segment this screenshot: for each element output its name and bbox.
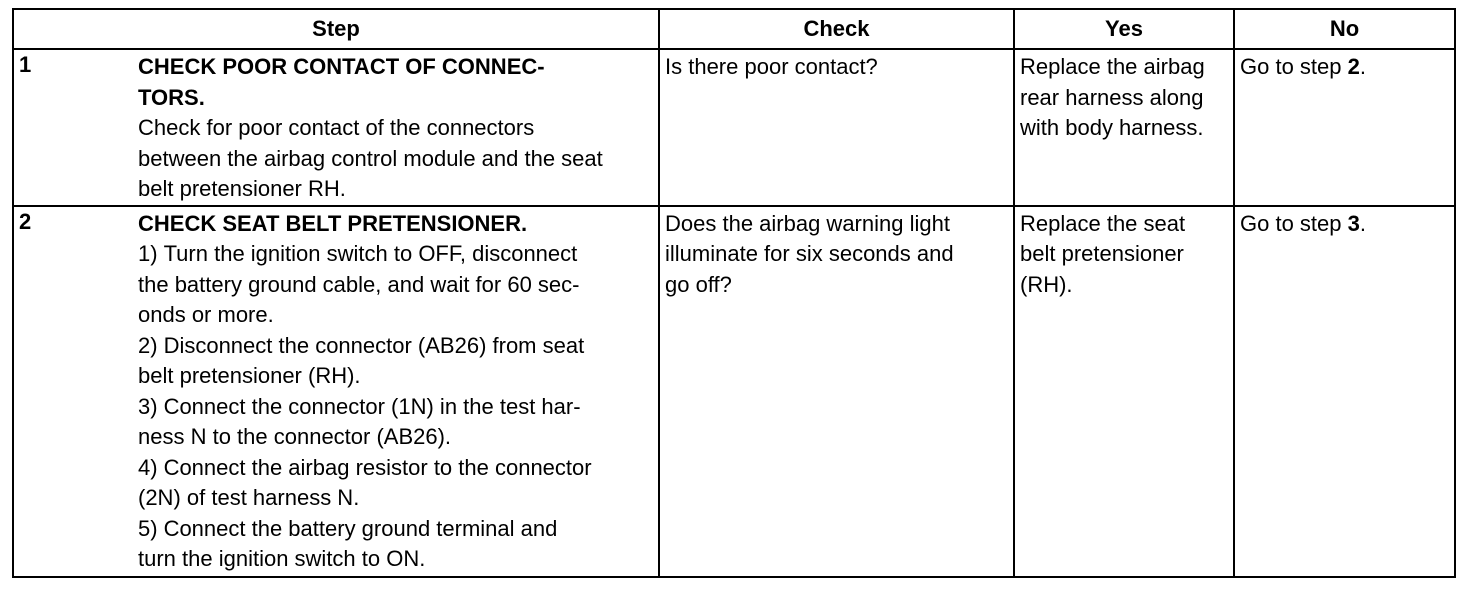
yes-line: with body harness. xyxy=(1020,115,1204,140)
step-body-line: belt pretensioner RH. xyxy=(138,176,346,201)
substep-line: the battery ground cable, and wait for 60 sec- xyxy=(138,271,580,297)
step-body-line: between the airbag control module and the seat xyxy=(138,145,603,171)
no-text: Go to step xyxy=(1240,210,1348,236)
step-cell xyxy=(13,206,659,577)
header-step: Step xyxy=(13,9,659,49)
check-line: Is there poor contact? xyxy=(665,54,878,79)
header-yes: Yes xyxy=(1014,9,1234,49)
yes-line: Replace the seat xyxy=(1020,210,1186,236)
substep-line: turn the ignition switch to ON. xyxy=(138,546,426,571)
substep-text: Disconnect the connector (AB26) from seat xyxy=(163,332,585,358)
substep-text: Connect the battery ground terminal and xyxy=(163,515,558,541)
header-check: Check xyxy=(659,9,1014,49)
substep-number: 3) xyxy=(138,393,158,419)
substep-text: Connect the airbag resistor to the connector xyxy=(163,454,592,480)
check-line: Does the airbag warning light xyxy=(665,210,950,236)
no-suffix: . xyxy=(1359,210,1366,236)
substep-line xyxy=(138,392,653,423)
step-title-line: CHECK SEAT BELT PRETENSIONER. xyxy=(138,210,528,236)
step-title-line: TORS. xyxy=(138,84,205,110)
substep-number: 4) xyxy=(138,454,158,480)
substep-line: (2N) of test harness N. xyxy=(138,485,360,510)
check-line: illuminate for six seconds and xyxy=(665,241,954,266)
no-cell xyxy=(1234,206,1455,577)
yes-line: (RH). xyxy=(1020,271,1073,297)
substep-line xyxy=(138,453,653,484)
no-cell xyxy=(1234,49,1455,206)
substep-text: Connect the connector (1N) in the test har- xyxy=(163,393,581,419)
substep-line xyxy=(138,331,653,362)
no-step-ref[interactable]: 2 xyxy=(1347,54,1360,79)
step-number: 1 xyxy=(19,52,32,77)
header-row xyxy=(13,9,1455,49)
diagnostic-table xyxy=(12,8,1456,578)
table-row xyxy=(13,206,1455,577)
check-cell xyxy=(659,206,1014,577)
yes-line: Replace the airbag xyxy=(1020,54,1205,79)
yes-cell xyxy=(1014,206,1234,577)
step-number: 2 xyxy=(19,208,32,234)
substep-line xyxy=(138,514,653,545)
table-row xyxy=(13,49,1455,206)
no-step-ref[interactable]: 3 xyxy=(1347,210,1360,236)
step-body-line: Check for poor contact of the connectors xyxy=(138,115,535,140)
substep-text: Turn the ignition switch to OFF, disconnect xyxy=(163,241,578,266)
no-text: Go to step xyxy=(1240,54,1348,79)
no-suffix: . xyxy=(1359,54,1366,79)
substep-line: belt pretensioner (RH). xyxy=(138,363,361,388)
substep-line: onds or more. xyxy=(138,302,274,327)
step-title-line: CHECK POOR CONTACT OF CONNEC- xyxy=(138,54,545,79)
header-no: No xyxy=(1234,9,1455,49)
substep-number: 5) xyxy=(138,515,158,541)
check-cell xyxy=(659,49,1014,206)
yes-cell xyxy=(1014,49,1234,206)
substep-line: ness N to the connector (AB26). xyxy=(138,424,452,449)
yes-line: belt pretensioner xyxy=(1020,241,1184,266)
substep-line xyxy=(138,239,653,270)
substep-number: 1) xyxy=(138,241,158,266)
substep-number: 2) xyxy=(138,332,158,358)
check-line: go off? xyxy=(665,271,732,297)
step-cell xyxy=(13,49,659,206)
yes-line: rear harness along xyxy=(1020,84,1204,110)
